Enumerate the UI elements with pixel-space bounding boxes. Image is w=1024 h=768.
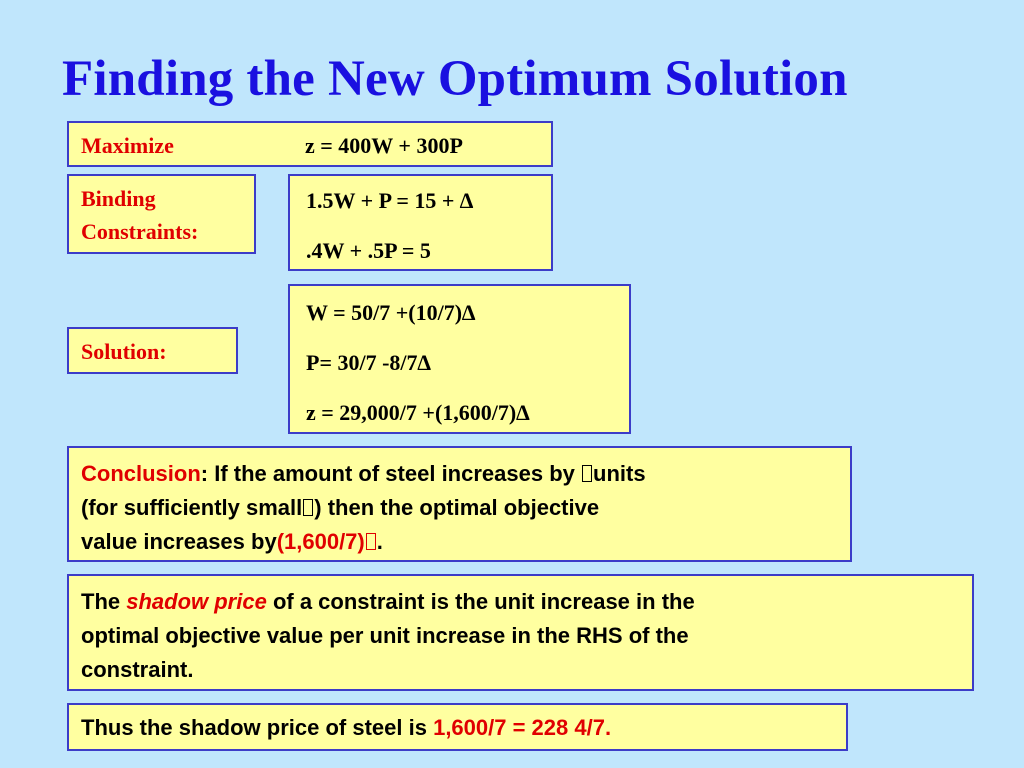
result-line (81, 711, 611, 745)
conclusion-line-3 (81, 525, 383, 559)
definition-box (67, 574, 974, 691)
conclusion-text-6: . (376, 529, 383, 554)
definition-line-3: constraint. (81, 657, 194, 682)
conclusion-text-3: (for sufficiently small (81, 495, 303, 520)
constraints-label-line2: Constraints: (81, 219, 199, 244)
conclusion-text-5: value increases by (81, 529, 277, 554)
conclusion-value: (1,600/7) (276, 529, 365, 554)
constraint-equation-2: .4W + .5P = 5 (306, 238, 431, 263)
definition-text-1: of a constraint is the unit increase in the (266, 589, 695, 614)
definition-term: shadow price (126, 589, 267, 614)
conclusion-text-2: units (593, 461, 646, 486)
missing-glyph-icon (303, 499, 313, 516)
objective-label: Maximize (81, 133, 174, 158)
conclusion-text-4: ) then the optimal objective (314, 495, 600, 520)
conclusion-label: Conclusion (81, 461, 201, 486)
solution-z: z = 29,000/7 +(1,600/7)∆ (306, 400, 530, 425)
result-text: Thus the shadow price of steel is (81, 715, 434, 740)
constraints-label-line1: Binding (81, 186, 156, 211)
constraints-box (288, 174, 553, 271)
solution-label-box (67, 327, 238, 374)
conclusion-line-1 (81, 457, 646, 491)
definition-line-1 (81, 585, 695, 619)
result-box (67, 703, 848, 751)
objective-box (67, 121, 553, 167)
definition-pre: The (81, 589, 127, 614)
constraint-equation-1: 1.5W + P = 15 + ∆ (306, 188, 474, 213)
constraints-label-box (67, 174, 256, 254)
conclusion-line-2 (81, 491, 599, 525)
missing-glyph-icon (366, 533, 376, 550)
conclusion-box (67, 446, 852, 562)
solution-label: Solution: (81, 339, 167, 364)
missing-glyph-icon (582, 465, 592, 482)
objective-expression: z = 400W + 300P (305, 133, 463, 158)
page-title: Finding the New Optimum Solution (62, 51, 848, 107)
solution-p: P= 30/7 -8/7∆ (306, 350, 431, 375)
result-value: 1,600/7 = 228 4/7. (433, 715, 612, 740)
solution-w: W = 50/7 +(10/7)∆ (306, 300, 476, 325)
solution-box (288, 284, 631, 434)
conclusion-text-1: : If the amount of steel increases by (200, 461, 581, 486)
definition-line-2: optimal objective value per unit increase in the RHS of the (81, 623, 689, 648)
